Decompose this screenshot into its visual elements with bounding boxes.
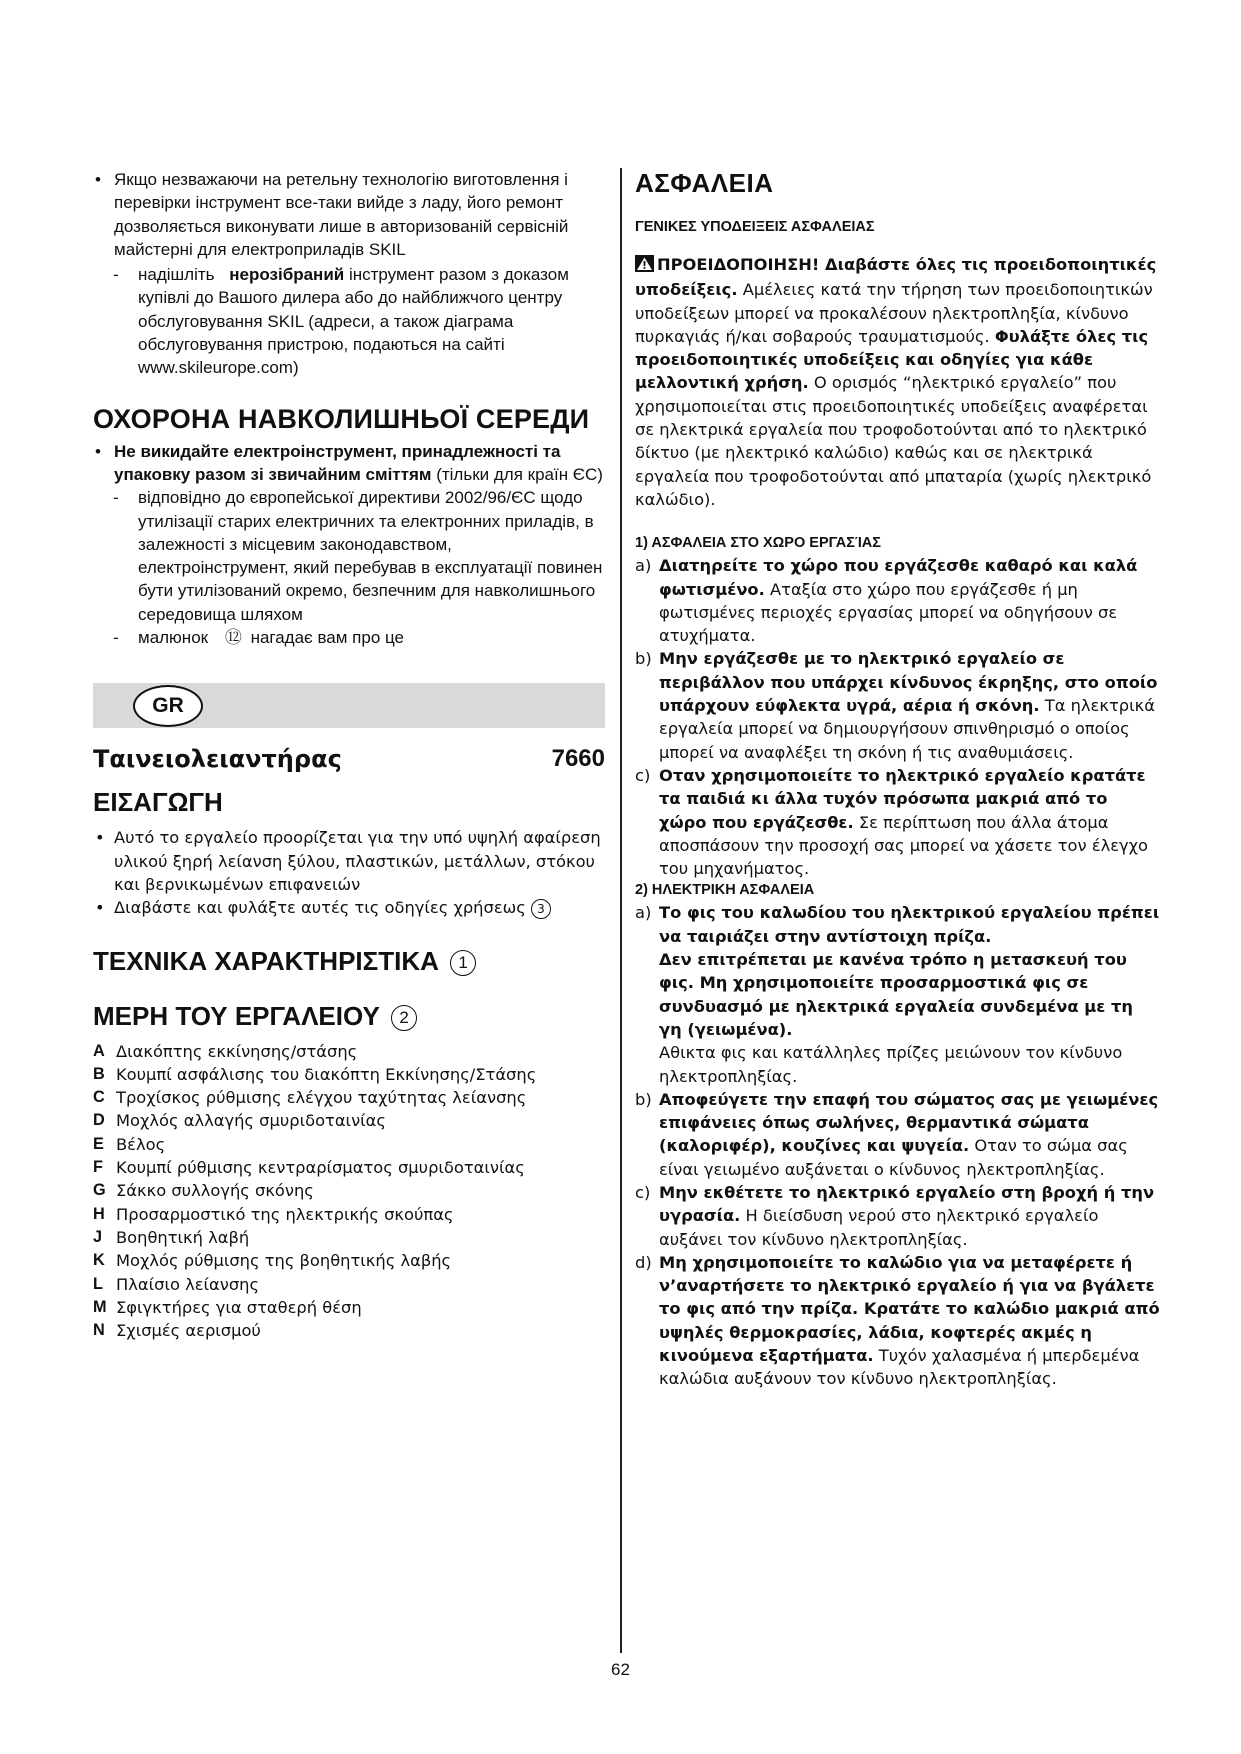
part-key: E (93, 1134, 104, 1153)
part-item (93, 1156, 605, 1179)
safety-item-bold: Το φις του καλωδίου του ηλεκτρικού εργαλείου πρέπει να ταιριάζει στην αντίστοιχη πρίζα. (659, 903, 1160, 946)
part-key: J (93, 1227, 103, 1246)
gr-language-badge: GR (133, 685, 203, 727)
part-item (93, 1063, 605, 1086)
intro-bullet-1: • Αυτό το εργαλείο προορίζεται για την υπό υψηλή αφαίρεση υλικού ξηρή λείανση ξύλου, πλαστικών, μετάλλων, στόκου και βερνικωμένων επιφανειών (93, 826, 605, 896)
part-item (93, 1133, 605, 1156)
safety-item (635, 1251, 1160, 1391)
intro-bullet-2-text: Διαβάστε και φυλάξτε αυτές τις οδηγίες χρήσεως (114, 898, 526, 918)
ua-env-bullet (93, 440, 605, 487)
safety-item-label: c) (635, 1182, 651, 1202)
part-text: Σφιγκτήρες για σταθερή θέση (116, 1297, 362, 1317)
warning-bold-2: Φυλάξτε όλες τις προειδοποιητικές υποδείξεις και οδηγίες για κάθε μελλοντική χρήση. (635, 326, 1149, 393)
warning-bold-1: ΠΡΟΕΙΔΟΠΟΙΗΣΗ! Διαβάστε όλες τις προειδοποιητικές υποδείξεις. (635, 255, 1157, 300)
part-item (93, 1179, 605, 1202)
part-key: N (93, 1321, 105, 1340)
part-text: Βοηθητική λαβή (116, 1227, 250, 1247)
part-item (93, 1086, 605, 1109)
part-key: A (93, 1041, 105, 1060)
section-2-heading: 2) ΗΛΕΚΤΡΙΚΗ ΑΣΦΑΛΕΙΑ (635, 882, 815, 899)
safety-item-text: Οταν το σώμα σας είναι γειωμένο αυξάνεται ο κίνδυνος ηλεκτροπληξίας. (659, 1136, 1128, 1179)
part-item (93, 1040, 605, 1063)
ua-env-rest: (тільки для країн ЄС) (436, 464, 603, 484)
safety-item-text: Σε περίπτωση που άλλα άτομα αποσπάσουν την προσοχή σας μπορεί να χάσετε τον έλεγχο του μηχανήματος. (659, 812, 1149, 879)
safety-item-label: a) (635, 556, 652, 576)
safety-item-bold: Μη χρησιμοποιείτε το καλώδιο για να μεταφέρετε ή ν’αναρτήσετε το ηλεκτρικό εργαλείο ή για να βγάλετε το φις από την πρίζα. Κρατάτε το καλώδιο μακριά από υψηλές θερμοκρασίες, λάδια, κοφτερές ακμές η κινούμενα εξαρτήματα. (659, 1252, 1160, 1366)
figure-ref-2: 2 (391, 1005, 417, 1031)
safety-item-bold: Διατηρείτε το χώρο που εργάζεσθε καθαρό και καλά φωτισμένο. (659, 556, 1138, 599)
part-key: G (93, 1181, 106, 1200)
ua-service-dash (93, 263, 605, 379)
part-key: H (93, 1204, 105, 1223)
safety-item-label: d) (635, 1252, 652, 1272)
part-text: Μοχλός ρύθμισης της βοηθητικής λαβής (116, 1251, 452, 1271)
right-column (635, 168, 1160, 1391)
section-1-items (635, 554, 1160, 880)
ua-env-dash2 (93, 626, 605, 649)
part-item (93, 1249, 605, 1272)
safety-item-label: b) (635, 649, 652, 669)
left-column (93, 168, 605, 1342)
ua-env-bold: Не викидайте електроінструмент, принадлежності та упаковку разом зі звичайним сміттям (114, 441, 561, 484)
safety-item-bold-2: Δεν επιτρέπεται με κανένα τρόπο η μετασκευή του φις. Μη χρησιμοποιείτε προσαρμοστικά φις σε συνδυασμό με ηλεκτρικά εργαλεία συνδεμένα με τη γη (γειωμένα). (659, 950, 1133, 1039)
warning-text-2: Ο ορισμός “ηλεκτρικό εργαλείο” που χρησιμοποιείται στις προειδοποιητικές υποδείξεις αναφέρεται σε ηλεκτρικά εργαλεία που τροφοδοτούνται από το ηλεκτρικό δίκτυο (με ηλεκτρικό καλώδιο) καθώς και σε ηλεκτρικά εργαλεία που τροφοδοτούνται από μπαταρία (χωρίς ηλεκτρικό καλώδιο). (635, 373, 1152, 509)
part-text: Προσαρμοστικό της ηλεκτρικής σκούπας (116, 1204, 454, 1224)
part-text: Πλαίσιο λείανσης (116, 1274, 260, 1294)
safety-item (635, 1181, 1160, 1251)
part-item (93, 1226, 605, 1249)
part-key: L (93, 1274, 103, 1293)
safety-item-text: Αθικτα φις και κατάλληλες πρίζες μειώνουν τον κίνδυνο ηλεκτροπληξίας. (659, 1043, 1123, 1086)
safety-item (635, 764, 1160, 880)
part-key: K (93, 1251, 105, 1270)
tech-heading (93, 946, 605, 977)
safety-heading: ΑΣΦΑΛΕΙΑ (635, 168, 774, 198)
safety-item-label: a) (635, 903, 652, 923)
ua-env-dash1: - відповідно до європейської директиви 2002/96/ЄС щодо утилізації старих електричних та електронних приладів, в залежності з місцевим законодавством, електроінструмент, який перебував в експлуатації повинен бути утилізований окремо, безпечним для навколишнього середовища шляхом (93, 486, 605, 626)
part-item (93, 1319, 605, 1342)
safety-item-bold: Αποφεύγετε την επαφή του σώματος σας με γειωμένες επιφάνειες όπως σωλήνες, θερμαντικά σώματα (καλοριφέρ), κουζίνες και ψυγεία. (659, 1089, 1159, 1156)
section-1-heading: 1) ΑΣΦΑΛΕΙΑ ΣΤΟ ΧΩΡΟ ΕΡΓΑΣΊΑΣ (635, 535, 881, 552)
intro-heading: ΕΙΣΑΓΩΓΗ (93, 787, 223, 818)
part-item (93, 1109, 605, 1132)
part-text: Διακόπτης εκκίνησης/στάσης (116, 1041, 358, 1061)
safety-item-bold: Οταν χρησιμοποιείτε το ηλεκτρικό εργαλείο κρατάτε τα παιδιά κι άλλα τυχόν πρόσωπα μακριά από το χώρο που εργάζεσθε. (659, 765, 1146, 832)
model-number: 7660 (551, 745, 605, 773)
parts-heading (93, 1001, 605, 1032)
part-text: Βέλος (116, 1134, 166, 1154)
safety-item-text: Τα ηλεκτρικά εργαλεία μπορεί να δημιουργήσουν σπινθηρισμό ο οποίος μπορεί να αναφλέξει τη σκόνη ή τις αναθυμιάσεις. (659, 696, 1155, 762)
part-key: D (93, 1111, 105, 1130)
product-name: Ταινειολειαντήρας (93, 745, 342, 774)
safety-item-text: Τυχόν χαλασμένα ή μπερδεμένα καλώδια αυξάνουν τον κίνδυνο ηλεκτροπληξίας. (659, 1346, 1140, 1389)
page-number: 62 (611, 1660, 630, 1679)
ua-env-dash2-post: нагадає вам про це (250, 628, 405, 648)
safety-item-bold: Μην εκθέτετε το ηλεκτρικό εργαλείο στη βροχή ή την υγρασία. (659, 1182, 1155, 1226)
figure-ref-12: ⑫ (224, 628, 242, 648)
safety-item (635, 901, 1160, 1087)
intro-bullet-2 (93, 896, 605, 919)
safety-item (635, 1088, 1160, 1181)
part-text: Κουμπί ρύθμισης κεντραρίσματος σμυριδοταινίας (116, 1158, 525, 1178)
warning-text-1: Αμέλειες κατά την τήρηση των προειδοποιητικών υποδείξεων μπορεί να προκαλέσουν ηλεκτροπληξία, κίνδυνο πυρκαγιάς ή/και σοβαρούς τραυματισμούς. (635, 280, 1153, 346)
part-key: B (93, 1064, 105, 1083)
part-key: C (93, 1088, 105, 1107)
warning-triangle-icon (635, 255, 654, 278)
figure-ref-1: 1 (450, 950, 476, 976)
safety-item (635, 554, 1160, 647)
ua-env-heading: ОХОРОНА НАВКОЛИШНЬОЇ СЕРЕДИ (93, 403, 590, 434)
part-text: Κουμπί ασφάλισης του διακόπτη Εκκίνησης/Στάσης (116, 1064, 537, 1084)
ua-service-dash-post: інструмент разом з доказом купівлі до Вашого дилера або до найближчого центру обслуговування SKIL (адреси, а також діаграма обслуговування пристрою, подаються на сайті www.skileurope.com) (138, 265, 569, 378)
section-2-items (635, 901, 1160, 1390)
tech-heading-text: ΤΕΧΝΙΚΑ ΧΑΡΑΚΤΗΡΙΣΤΙΚΑ (93, 945, 439, 976)
safety-item (635, 647, 1160, 763)
safety-item-label: b) (635, 1089, 652, 1109)
safety-item-bold: Μην εργάζεσθε με το ηλεκτρικό εργαλείο σε περιβάλλον που υπάρχει κίνδυνος έκρηξης, στο οποίο υπάρχουν εύφλεκτα υγρά, αέρια ή σκόνη. (659, 649, 1158, 716)
parts-heading-text: ΜΕΡΗ ΤΟΥ ΕΡΓΑΛΕΙΟΥ (93, 1000, 380, 1031)
part-item (93, 1273, 605, 1296)
product-title-row (93, 745, 605, 773)
part-item (93, 1296, 605, 1319)
safety-item-text: Αταξία στο χώρο που εργάζεσθε ή μη φωτισμένες περιοχές εργασίας μπορεί να οδηγήσουν σε ατυχήματα. (659, 579, 1118, 646)
safety-item-label: c) (635, 765, 651, 785)
part-text: Τροχίσκος ρύθμισης ελέγχου ταχύτητας λείανσης (116, 1088, 527, 1108)
part-text: Σάκκο συλλογής σκόνης (116, 1181, 314, 1201)
column-divider (620, 168, 622, 1653)
ua-service-dash-pre: надішліть (138, 265, 215, 285)
parts-list (93, 1040, 605, 1343)
language-bar (93, 683, 605, 728)
general-safety-subheading: ΓΕΝΙΚΕΣ ΥΠΟΔΕΙΞΕΙΣ ΑΣΦΑΛΕΙΑΣ (635, 219, 875, 235)
part-key: M (93, 1297, 107, 1316)
part-item (93, 1203, 605, 1226)
safety-item-text: Η διείσδυση νερού στο ηλεκτρικό εργαλείο αυξάνει τον κίνδυνο ηλεκτροπληξίας. (659, 1206, 1099, 1249)
part-key: F (93, 1158, 103, 1177)
ua-service-bullet: • Якщо незважаючи на ретельну технологію виготовлення і перевірки інструмент все-таки вийде з ладу, його ремонт дозволяється виконувати лише в авторизованій сервісній майстерні для електроприладів SKIL (93, 168, 605, 261)
part-text: Σχισμές αερισμού (116, 1321, 261, 1341)
figure-ref-3: 3 (531, 899, 551, 919)
general-warning (635, 253, 1160, 511)
ua-env-dash2-pre: малюнок (138, 628, 209, 648)
ua-service-dash-bold: нерозібраний (229, 265, 345, 285)
part-text: Μοχλός αλλαγής σμυριδοταινίας (116, 1111, 386, 1131)
